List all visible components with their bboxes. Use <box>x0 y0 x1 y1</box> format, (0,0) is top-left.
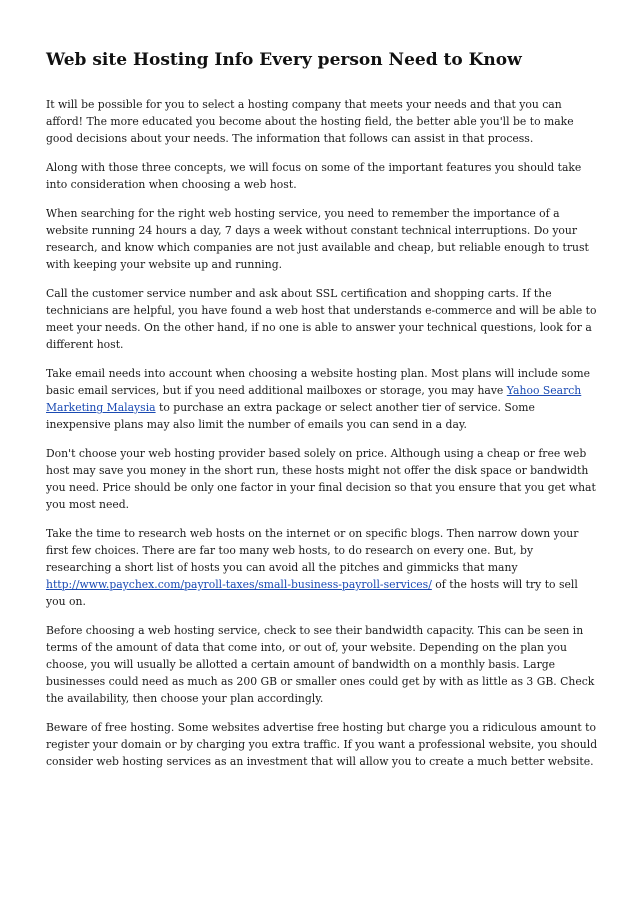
yahoo-search-marketing-link[interactable]: Yahoo Search Marketing Malaysia <box>46 384 582 414</box>
paychex-payroll-link[interactable]: http://www.paychex.com/payroll-taxes/small-business-payroll-services/ <box>46 578 432 591</box>
paragraph-text: Take email needs into account when choosing a website hosting plan. Most plans will include some basic email services, but if you need additional mailboxes or storage, you may have <box>46 367 590 397</box>
paragraph <box>46 445 598 513</box>
paragraph <box>46 96 598 147</box>
document-body <box>46 96 598 770</box>
paragraph-text: Along with those three concepts, we will focus on some of the important features you should take into consideration when choosing a web host. <box>46 161 582 191</box>
paragraph-text: Take the time to research web hosts on the internet or on specific blogs. Then narrow down your first few choices. There are far too many web hosts, to do research on every one. But, by researching a short list of hosts you can avoid all the pitches and gimmicks that many <box>46 527 579 574</box>
paragraph <box>46 525 598 610</box>
paragraph <box>46 365 598 433</box>
paragraph <box>46 622 598 707</box>
paragraph-text: When searching for the right web hosting service, you need to remember the importance of a website running 24 hours a day, 7 days a week without constant technical interruptions. Do your research, and know which companies are not just available and cheap, but reliable enough to trust with keeping your website up and running. <box>46 207 589 271</box>
paragraph-text: Don't choose your web hosting provider based solely on price. Although using a cheap or free web host may save you money in the short run, these hosts might not offer the disk space or bandwidth you need. Price should be only one factor in your final decision so that you ensure that you get what you most need. <box>46 447 596 511</box>
paragraph-text: Beware of free hosting. Some websites advertise free hosting but charge you a ridiculous amount to register your domain or by charging you extra traffic. If you want a professional website, you should consider web hosting services as an investment that will allow you to create a much better website. <box>46 721 598 768</box>
paragraph <box>46 205 598 273</box>
paragraph-text: Before choosing a web hosting service, check to see their bandwidth capacity. This can be seen in terms of the amount of data that come into, or out of, your website. Depending on the plan you choose, you will usually be allotted a certain amount of bandwidth on a monthly basis. Large businesses could need as much as 200 GB or smaller ones could get by with as little as 3 GB. Check the availability, then choose your plan accordingly. <box>46 624 595 705</box>
paragraph <box>46 719 598 770</box>
paragraph <box>46 159 598 193</box>
paragraph-text: of the hosts will try to sell you on. <box>46 578 578 608</box>
document-title: Web site Hosting Info Every person Need to Know <box>46 50 522 70</box>
paragraph-text: to purchase an extra package or select another tier of service. Some inexpensive plans may also limit the number of emails you can send in a day. <box>46 401 535 431</box>
document-page <box>46 48 598 782</box>
paragraph <box>46 285 598 353</box>
paragraph-text: It will be possible for you to select a hosting company that meets your needs and that you can afford! The more educated you become about the hosting field, the better able you'll be to make good decisions about your needs. The information that follows can assist in that process. <box>46 98 574 145</box>
paragraph-text: Call the customer service number and ask about SSL certification and shopping carts. If the technicians are helpful, you have found a web host that understands e-commerce and will be able to meet your needs. On the other hand, if no one is able to answer your technical questions, look for a different host. <box>46 287 597 351</box>
